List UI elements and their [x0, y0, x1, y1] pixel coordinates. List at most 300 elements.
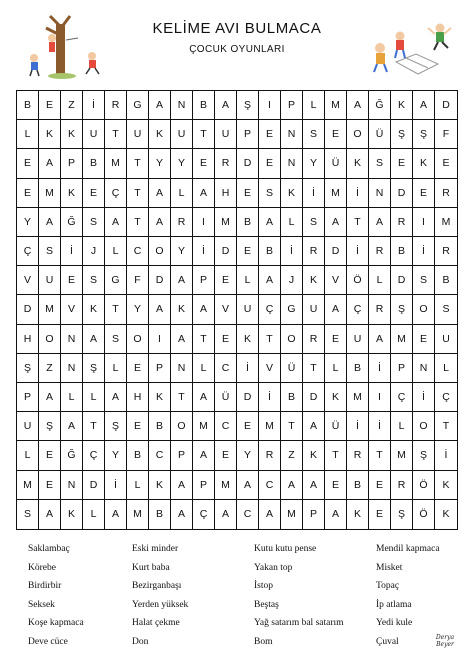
grid-cell[interactable]: M — [105, 149, 127, 178]
grid-cell[interactable]: A — [259, 500, 281, 529]
grid-cell[interactable]: R — [435, 179, 457, 208]
grid-cell[interactable]: A — [369, 208, 391, 237]
grid-cell[interactable]: İ — [105, 471, 127, 500]
grid-cell[interactable]: O — [347, 120, 369, 149]
grid-cell[interactable]: M — [325, 91, 347, 120]
grid-cell[interactable]: U — [303, 295, 325, 324]
grid-cell[interactable]: Ü — [325, 412, 347, 441]
grid-cell[interactable]: E — [61, 266, 83, 295]
grid-cell[interactable]: E — [237, 237, 259, 266]
grid-cell[interactable]: E — [325, 471, 347, 500]
grid-cell[interactable]: A — [105, 208, 127, 237]
grid-cell[interactable]: P — [149, 354, 171, 383]
grid-cell[interactable]: C — [237, 500, 259, 529]
grid-cell[interactable]: L — [237, 266, 259, 295]
grid-cell[interactable]: T — [325, 441, 347, 470]
grid-cell[interactable]: M — [435, 208, 457, 237]
grid-cell[interactable]: A — [325, 208, 347, 237]
grid-cell[interactable]: Ş — [83, 354, 105, 383]
grid-cell[interactable]: V — [17, 266, 39, 295]
grid-cell[interactable]: A — [193, 295, 215, 324]
grid-cell[interactable]: G — [281, 295, 303, 324]
grid-cell[interactable]: E — [435, 149, 457, 178]
grid-cell[interactable]: D — [17, 295, 39, 324]
grid-cell[interactable]: T — [105, 120, 127, 149]
grid-cell[interactable]: Y — [127, 295, 149, 324]
grid-cell[interactable]: L — [325, 354, 347, 383]
grid-cell[interactable]: B — [149, 500, 171, 529]
grid-cell[interactable]: K — [435, 471, 457, 500]
grid-cell[interactable]: M — [17, 471, 39, 500]
grid-cell[interactable]: E — [83, 179, 105, 208]
grid-cell[interactable]: S — [83, 208, 105, 237]
grid-cell[interactable]: Ğ — [369, 91, 391, 120]
grid-cell[interactable]: R — [303, 237, 325, 266]
grid-cell[interactable]: S — [105, 325, 127, 354]
grid-cell[interactable]: N — [413, 354, 435, 383]
grid-cell[interactable]: O — [413, 295, 435, 324]
grid-cell[interactable]: A — [369, 325, 391, 354]
grid-cell[interactable]: Ç — [193, 500, 215, 529]
grid-cell[interactable]: İ — [347, 412, 369, 441]
grid-cell[interactable]: I — [369, 383, 391, 412]
grid-cell[interactable]: C — [127, 237, 149, 266]
grid-cell[interactable]: D — [237, 149, 259, 178]
grid-cell[interactable]: Ç — [105, 179, 127, 208]
grid-cell[interactable]: K — [61, 179, 83, 208]
grid-cell[interactable]: L — [17, 441, 39, 470]
grid-cell[interactable]: İ — [413, 383, 435, 412]
grid-cell[interactable]: İ — [281, 237, 303, 266]
grid-cell[interactable]: V — [61, 295, 83, 324]
grid-cell[interactable]: F — [435, 120, 457, 149]
grid-cell[interactable]: E — [127, 412, 149, 441]
grid-cell[interactable]: A — [347, 91, 369, 120]
grid-cell[interactable]: A — [259, 208, 281, 237]
grid-cell[interactable]: A — [215, 500, 237, 529]
grid-cell[interactable]: P — [17, 383, 39, 412]
grid-cell[interactable]: Y — [303, 149, 325, 178]
grid-cell[interactable]: E — [325, 325, 347, 354]
grid-cell[interactable]: T — [193, 120, 215, 149]
grid-cell[interactable]: B — [347, 354, 369, 383]
grid-cell[interactable]: S — [39, 237, 61, 266]
grid-cell[interactable]: R — [303, 325, 325, 354]
grid-cell[interactable]: P — [237, 120, 259, 149]
grid-cell[interactable]: A — [171, 266, 193, 295]
grid-cell[interactable]: K — [149, 471, 171, 500]
grid-cell[interactable]: T — [369, 441, 391, 470]
grid-cell[interactable]: İ — [369, 354, 391, 383]
grid-cell[interactable]: Ö — [413, 471, 435, 500]
grid-cell[interactable]: E — [17, 179, 39, 208]
grid-cell[interactable]: L — [171, 179, 193, 208]
grid-cell[interactable]: V — [325, 266, 347, 295]
grid-cell[interactable]: D — [435, 91, 457, 120]
grid-cell[interactable]: T — [281, 412, 303, 441]
grid-cell[interactable]: Ç — [347, 295, 369, 324]
grid-cell[interactable]: K — [171, 295, 193, 324]
grid-cell[interactable]: U — [237, 295, 259, 324]
grid-cell[interactable]: E — [259, 149, 281, 178]
grid-cell[interactable]: U — [83, 120, 105, 149]
grid-cell[interactable]: Ş — [17, 354, 39, 383]
grid-cell[interactable]: Y — [105, 441, 127, 470]
grid-cell[interactable]: I — [259, 91, 281, 120]
grid-cell[interactable]: İ — [61, 237, 83, 266]
grid-cell[interactable]: H — [127, 383, 149, 412]
grid-cell[interactable]: İ — [193, 237, 215, 266]
grid-cell[interactable]: M — [391, 325, 413, 354]
grid-cell[interactable]: J — [83, 237, 105, 266]
grid-cell[interactable]: M — [39, 179, 61, 208]
grid-cell[interactable]: P — [303, 500, 325, 529]
grid-cell[interactable]: A — [83, 325, 105, 354]
grid-cell[interactable]: Y — [237, 441, 259, 470]
grid-cell[interactable]: E — [39, 91, 61, 120]
grid-cell[interactable]: A — [171, 325, 193, 354]
grid-cell[interactable]: L — [105, 354, 127, 383]
grid-cell[interactable]: D — [303, 383, 325, 412]
grid-cell[interactable]: P — [193, 266, 215, 295]
grid-cell[interactable]: U — [347, 325, 369, 354]
grid-cell[interactable]: A — [149, 179, 171, 208]
grid-cell[interactable]: R — [215, 149, 237, 178]
grid-cell[interactable]: A — [39, 208, 61, 237]
grid-cell[interactable]: L — [17, 120, 39, 149]
grid-cell[interactable]: K — [347, 500, 369, 529]
grid-cell[interactable]: A — [215, 91, 237, 120]
grid-cell[interactable]: B — [435, 266, 457, 295]
grid-cell[interactable]: A — [39, 500, 61, 529]
grid-cell[interactable]: U — [215, 120, 237, 149]
grid-cell[interactable]: P — [61, 149, 83, 178]
grid-cell[interactable]: Ç — [17, 237, 39, 266]
grid-cell[interactable]: A — [39, 383, 61, 412]
grid-cell[interactable]: D — [83, 471, 105, 500]
grid-cell[interactable]: S — [259, 179, 281, 208]
grid-cell[interactable]: K — [61, 500, 83, 529]
grid-cell[interactable]: Ş — [391, 295, 413, 324]
grid-cell[interactable]: B — [391, 237, 413, 266]
grid-cell[interactable]: L — [281, 208, 303, 237]
grid-cell[interactable]: İ — [237, 354, 259, 383]
grid-cell[interactable]: E — [39, 441, 61, 470]
grid-cell[interactable]: N — [61, 471, 83, 500]
grid-cell[interactable]: E — [369, 500, 391, 529]
grid-cell[interactable]: C — [149, 441, 171, 470]
grid-cell[interactable]: İ — [347, 237, 369, 266]
grid-cell[interactable]: U — [17, 412, 39, 441]
grid-cell[interactable]: O — [127, 325, 149, 354]
grid-cell[interactable]: K — [442, 508, 450, 521]
grid-cell[interactable]: K — [237, 325, 259, 354]
grid-cell[interactable]: P — [193, 471, 215, 500]
grid-cell[interactable]: B — [281, 383, 303, 412]
grid-cell[interactable]: E — [193, 149, 215, 178]
grid-cell[interactable]: K — [303, 266, 325, 295]
grid-cell[interactable]: R — [259, 441, 281, 470]
grid-cell[interactable]: L — [83, 500, 105, 529]
grid-cell[interactable]: İ — [413, 237, 435, 266]
grid-cell[interactable]: G — [105, 266, 127, 295]
grid-cell[interactable]: E — [413, 325, 435, 354]
grid-cell[interactable]: T — [259, 325, 281, 354]
grid-cell[interactable]: L — [83, 383, 105, 412]
grid-cell[interactable]: İ — [259, 383, 281, 412]
grid-cell[interactable]: Ü — [325, 149, 347, 178]
grid-cell[interactable]: Ğ — [61, 208, 83, 237]
grid-cell[interactable]: A — [171, 500, 193, 529]
grid-cell[interactable]: E — [215, 325, 237, 354]
grid-cell[interactable]: M — [127, 500, 149, 529]
grid-cell[interactable]: U — [39, 266, 61, 295]
grid-cell[interactable]: H — [215, 179, 237, 208]
grid-cell[interactable]: A — [193, 383, 215, 412]
grid-cell[interactable]: Y — [171, 237, 193, 266]
grid-cell[interactable]: A — [39, 149, 61, 178]
grid-cell[interactable]: R — [391, 471, 413, 500]
grid-cell[interactable]: K — [347, 149, 369, 178]
grid-cell[interactable]: Y — [17, 208, 39, 237]
grid-cell[interactable]: K — [149, 383, 171, 412]
grid-cell[interactable]: I — [413, 208, 435, 237]
grid-cell[interactable]: E — [369, 471, 391, 500]
grid-cell[interactable]: M — [215, 471, 237, 500]
grid-cell[interactable]: P — [391, 354, 413, 383]
grid-cell[interactable]: E — [215, 441, 237, 470]
grid-cell[interactable]: M — [347, 383, 369, 412]
grid-cell[interactable]: Ö — [413, 500, 435, 529]
grid-cell[interactable]: E — [413, 179, 435, 208]
grid-cell[interactable]: D — [391, 266, 413, 295]
grid-cell[interactable]: A — [193, 179, 215, 208]
grid-cell[interactable]: Y — [171, 149, 193, 178]
grid-cell[interactable]: O — [149, 237, 171, 266]
grid-cell[interactable]: E — [127, 354, 149, 383]
grid-cell[interactable]: S — [303, 120, 325, 149]
grid-cell[interactable]: R — [171, 208, 193, 237]
grid-cell[interactable]: C — [215, 354, 237, 383]
grid-cell[interactable]: K — [281, 179, 303, 208]
grid-cell[interactable]: K — [325, 383, 347, 412]
grid-cell[interactable]: N — [61, 325, 83, 354]
grid-cell[interactable]: İ — [303, 179, 325, 208]
grid-cell[interactable]: T — [127, 179, 149, 208]
grid-cell[interactable]: Ş — [391, 500, 413, 529]
grid-cell[interactable]: Ş — [413, 441, 435, 470]
grid-cell[interactable]: S — [303, 208, 325, 237]
grid-cell[interactable]: T — [105, 295, 127, 324]
grid-cell[interactable]: İ — [435, 441, 457, 470]
grid-cell[interactable]: Ş — [39, 412, 61, 441]
grid-cell[interactable]: M — [325, 179, 347, 208]
grid-cell[interactable]: Ç — [391, 383, 413, 412]
grid-cell[interactable]: A — [413, 91, 435, 120]
grid-cell[interactable]: B — [347, 471, 369, 500]
grid-cell[interactable]: K — [391, 91, 413, 120]
grid-cell[interactable]: N — [281, 120, 303, 149]
grid-cell[interactable]: E — [215, 266, 237, 295]
grid-cell[interactable]: Ç — [435, 383, 457, 412]
grid-cell[interactable]: K — [303, 441, 325, 470]
grid-cell[interactable]: K — [83, 295, 105, 324]
grid-cell[interactable]: L — [435, 354, 457, 383]
grid-cell[interactable]: I — [149, 325, 171, 354]
grid-cell[interactable]: Z — [61, 91, 83, 120]
grid-cell[interactable]: O — [281, 325, 303, 354]
grid-cell[interactable]: P — [281, 91, 303, 120]
grid-cell[interactable]: V — [259, 354, 281, 383]
grid-cell[interactable]: S — [413, 266, 435, 295]
grid-cell[interactable]: T — [435, 412, 457, 441]
grid-cell[interactable]: E — [325, 120, 347, 149]
grid-cell[interactable]: Ü — [281, 354, 303, 383]
grid-cell[interactable]: R — [105, 91, 127, 120]
grid-cell[interactable]: R — [435, 237, 457, 266]
grid-cell[interactable]: J — [281, 266, 303, 295]
grid-cell[interactable]: D — [391, 179, 413, 208]
grid-cell[interactable]: Ç — [259, 295, 281, 324]
grid-cell[interactable]: M — [39, 295, 61, 324]
grid-cell[interactable]: D — [215, 237, 237, 266]
grid-cell[interactable]: A — [303, 412, 325, 441]
grid-cell[interactable]: Ş — [237, 91, 259, 120]
grid-cell[interactable]: L — [391, 412, 413, 441]
grid-cell[interactable]: T — [193, 325, 215, 354]
grid-cell[interactable]: L — [127, 471, 149, 500]
grid-cell[interactable]: İ — [369, 412, 391, 441]
grid-cell[interactable]: P — [171, 441, 193, 470]
grid-cell[interactable]: A — [281, 471, 303, 500]
grid-cell[interactable]: B — [149, 412, 171, 441]
grid-cell[interactable]: U — [171, 120, 193, 149]
grid-cell[interactable]: Y — [149, 149, 171, 178]
grid-cell[interactable]: T — [347, 208, 369, 237]
grid-cell[interactable]: E — [237, 179, 259, 208]
grid-cell[interactable]: I — [193, 208, 215, 237]
grid-cell[interactable]: M — [215, 208, 237, 237]
grid-cell[interactable]: L — [61, 383, 83, 412]
grid-cell[interactable]: A — [105, 500, 127, 529]
grid-cell[interactable]: G — [127, 91, 149, 120]
grid-cell[interactable]: L — [105, 237, 127, 266]
grid-cell[interactable]: L — [303, 91, 325, 120]
grid-cell[interactable]: N — [281, 149, 303, 178]
grid-cell[interactable]: A — [325, 500, 347, 529]
grid-cell[interactable]: K — [413, 149, 435, 178]
grid-cell[interactable]: İ — [83, 91, 105, 120]
grid-cell[interactable]: M — [281, 500, 303, 529]
grid-cell[interactable]: E — [39, 471, 61, 500]
grid-cell[interactable]: R — [369, 237, 391, 266]
grid-cell[interactable]: Z — [39, 354, 61, 383]
grid-cell[interactable]: D — [325, 237, 347, 266]
grid-cell[interactable]: Ü — [369, 120, 391, 149]
grid-cell[interactable]: S — [435, 295, 457, 324]
grid-cell[interactable]: N — [369, 179, 391, 208]
grid-cell[interactable]: S — [83, 266, 105, 295]
grid-cell[interactable]: R — [369, 295, 391, 324]
grid-cell[interactable]: R — [347, 441, 369, 470]
grid-cell[interactable]: A — [325, 295, 347, 324]
grid-cell[interactable]: C — [259, 471, 281, 500]
grid-cell[interactable]: D — [237, 383, 259, 412]
grid-cell[interactable]: Ş — [105, 412, 127, 441]
grid-cell[interactable]: D — [149, 266, 171, 295]
grid-cell[interactable]: T — [127, 149, 149, 178]
grid-cell[interactable]: K — [39, 120, 61, 149]
grid-cell[interactable]: S — [17, 500, 39, 529]
grid-cell[interactable]: K — [61, 120, 83, 149]
grid-cell[interactable]: M — [259, 412, 281, 441]
grid-cell[interactable]: R — [391, 208, 413, 237]
grid-cell[interactable]: A — [149, 208, 171, 237]
grid-cell[interactable]: N — [171, 354, 193, 383]
grid-cell[interactable]: C — [215, 412, 237, 441]
grid-cell[interactable]: N — [61, 354, 83, 383]
grid-cell[interactable]: A — [105, 383, 127, 412]
grid-cell[interactable]: A — [61, 412, 83, 441]
grid-cell[interactable]: E — [259, 120, 281, 149]
grid-cell[interactable]: E — [391, 149, 413, 178]
grid-cell[interactable]: Ğ — [61, 441, 83, 470]
grid-cell[interactable]: A — [193, 441, 215, 470]
grid-cell[interactable]: T — [83, 412, 105, 441]
grid-cell[interactable]: Ş — [413, 120, 435, 149]
grid-cell[interactable]: O — [413, 412, 435, 441]
grid-cell[interactable]: Ş — [391, 120, 413, 149]
grid-cell[interactable]: A — [303, 471, 325, 500]
grid-cell[interactable]: Z — [281, 441, 303, 470]
grid-cell[interactable]: A — [259, 266, 281, 295]
grid-cell[interactable]: Ö — [347, 266, 369, 295]
grid-cell[interactable]: T — [127, 208, 149, 237]
grid-cell[interactable]: E — [17, 149, 39, 178]
grid-cell[interactable]: O — [171, 412, 193, 441]
grid-cell[interactable]: İ — [347, 179, 369, 208]
grid-cell[interactable]: S — [369, 149, 391, 178]
grid-cell[interactable]: B — [193, 91, 215, 120]
grid-cell[interactable]: L — [369, 266, 391, 295]
grid-cell[interactable]: U — [127, 120, 149, 149]
grid-cell[interactable]: Ü — [215, 383, 237, 412]
grid-cell[interactable]: U — [435, 325, 457, 354]
grid-cell[interactable]: A — [237, 471, 259, 500]
grid-cell[interactable]: T — [171, 383, 193, 412]
grid-cell[interactable]: A — [149, 91, 171, 120]
grid-cell[interactable]: A — [171, 471, 193, 500]
grid-cell[interactable]: F — [127, 266, 149, 295]
grid-cell[interactable]: O — [39, 325, 61, 354]
grid-cell[interactable]: E — [237, 412, 259, 441]
grid-cell[interactable]: M — [193, 412, 215, 441]
grid-cell[interactable]: T — [303, 354, 325, 383]
grid-cell[interactable]: B — [83, 149, 105, 178]
grid-cell[interactable]: M — [391, 441, 413, 470]
grid-cell[interactable]: B — [17, 91, 39, 120]
grid-cell[interactable]: L — [193, 354, 215, 383]
grid-cell[interactable]: B — [127, 441, 149, 470]
grid-cell[interactable]: H — [17, 325, 39, 354]
grid-cell[interactable]: K — [149, 120, 171, 149]
grid-cell[interactable]: B — [237, 208, 259, 237]
grid-cell[interactable]: B — [259, 237, 281, 266]
grid-cell[interactable]: N — [171, 91, 193, 120]
grid-cell[interactable]: Ç — [83, 441, 105, 470]
grid-cell[interactable]: V — [215, 295, 237, 324]
grid-cell[interactable]: A — [149, 295, 171, 324]
